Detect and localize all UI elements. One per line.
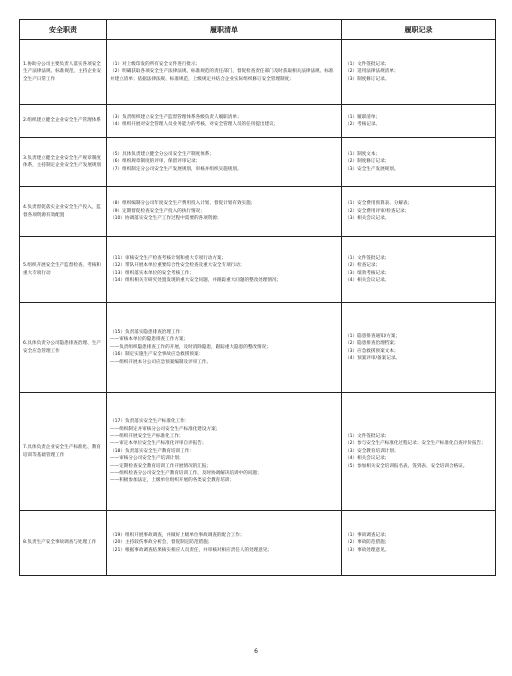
duty-list-item: （11）审核安全生产检查考核计划和重大专项行动方案； — [110, 255, 227, 261]
header-records: 履职记录 — [342, 20, 496, 40]
record-item: （4）相关会议记录； — [345, 456, 390, 462]
header-list: 履职清单 — [107, 20, 342, 40]
record-cell — [342, 511, 496, 576]
record-item: （2）参与安全生产标准化过程记录；安全生产标准化自查评价报告； — [345, 441, 486, 447]
duty-list-item: ——定期检查安全教育培训工作开展情况的汇报； — [110, 463, 212, 469]
duty-list-item: （3）负责组织建立安全生产监督管理体系各级负责人履职清单； — [110, 114, 242, 120]
duty-list-item: （13）组织落实本单位的安全考核工作； — [110, 270, 194, 276]
duty-cell: 2.组织建立健全企业安全生产管理体系 — [20, 105, 107, 138]
duty-list-item: （4）组织开展对安全管理人员业务能力的考核，对安全管理人员的任用提出建议； — [110, 122, 279, 127]
duty-list-item: ——审定本单位安全生产标准化评审自评报告； — [110, 441, 207, 447]
duty-list-item: （15）负责落实隐患排查治理工作： — [110, 329, 185, 335]
record-item: （3）应急救援预案文本； — [345, 348, 399, 354]
record-cell — [342, 393, 496, 511]
duty-cell: 4.负责督促落实企业安全生产投入，监督各项资源有效配置 — [20, 187, 107, 237]
record-cell — [342, 303, 496, 393]
record-item: （2）适用法律法规清单； — [345, 69, 399, 75]
duty-list-cell — [107, 393, 342, 511]
record-item: （3）事故处理意见。 — [345, 547, 390, 553]
duty-cell: 7.具体负责企业安全生产标准化、教育培训等基础管理工作 — [20, 393, 107, 511]
record-cell — [342, 138, 496, 187]
table-row — [20, 303, 496, 393]
duty-list-item: （14）组织相关专研究处置发现的重大安全问题，并跟踪重大问题的整改处理情况； — [110, 277, 282, 283]
duty-list-cell — [107, 40, 342, 105]
duty-list-cell — [107, 511, 342, 576]
duty-list-item: ——负责组织隐患排查工作的开展，及时消除隐患，跟踪重大隐患的整改情况； — [110, 344, 271, 350]
table-row — [20, 40, 496, 105]
duty-list-item: ——积极参加法定，上级单位组织开展的各类安全教育培训； — [110, 478, 235, 484]
duty-list-item: （10）协调落实安全生产工作过程中需要的各项资源； — [110, 216, 222, 222]
record-item: （1）文件签批记录； — [345, 61, 390, 67]
duty-list-item: （20）主持较伤事故分析会，督促制定防范措施； — [110, 540, 213, 546]
duty-list-item: （6）组织规章制度的评审，保留评审记录； — [110, 159, 201, 165]
duty-list-item: （9）定期督促检查安全生产投入的执行情况； — [110, 208, 205, 214]
duty-list-item: （7）组织制定分公司安全生产发展规划，审核并组织实施规划。 — [110, 166, 242, 172]
record-item: （4）相关会议记录。 — [345, 277, 390, 283]
table-row — [20, 105, 496, 138]
duty-table — [19, 19, 496, 576]
record-item: （1）制度文本； — [345, 151, 381, 157]
duty-cell: 5.组织开展安全生产监督检查、考核和重大专项行动 — [20, 237, 107, 303]
table-row — [20, 511, 496, 576]
record-item: （2）安全费用评审/检查记录； — [345, 208, 410, 214]
table-row — [20, 138, 496, 187]
duty-list-item: ——组织制定并审核分公司安全生产标准化建设方案； — [110, 426, 221, 432]
duty-list-item: （1）对上级印发的所有安全文件进行批示； — [110, 61, 201, 67]
duty-cell: 3.负责建立健全企业安全生产规章制度体系，主持制定企业安全生产发展规划 — [20, 138, 107, 187]
duty-list-item: ——组织开展安全生产标准化工作； — [110, 433, 184, 439]
duty-list-item: （2）明确获取各项安全生产法律法规、标准规范的责任部门，督促检查责任部门及时获取相关法律法规、标准并建立清单；依据法律法规、标准规范，上级规定并结合企业实际组织修订安全管理制度； — [110, 69, 334, 82]
record-item: （3）相关会议记录。 — [345, 216, 390, 222]
duty-list-item: ——审核分公司安全生产培训计划； — [110, 456, 184, 462]
record-item: （3）绩效考核记录； — [345, 270, 390, 276]
record-item: （3）安全生产发展规划。 — [345, 166, 399, 172]
duty-list-cell — [107, 138, 342, 187]
record-cell — [342, 187, 496, 237]
duty-list-cell — [107, 303, 342, 393]
duty-cell: 8.负责生产安全事故调查与处理工作 — [20, 511, 107, 576]
record-item: （1）隐患排查通知/方案； — [345, 333, 401, 339]
record-cell — [342, 40, 496, 105]
duty-list-item: （21）根据事故调查结果核实相应人员责任，并审核对相应责任人的处理意见； — [110, 547, 273, 553]
record-item: （5）参加相关安全培训报名表、签到表、安全培训合格证。 — [345, 463, 468, 469]
record-item: （3）制度修订记录。 — [345, 76, 390, 82]
record-cell — [342, 237, 496, 303]
record-item: （2）隐患排查治理档案； — [345, 341, 399, 347]
record-item: （2）制度修订记录； — [345, 159, 390, 165]
record-item: （2）事故防范措施； — [345, 540, 390, 546]
duty-list-item: （19）组织开展事故调查，并做好上级单位事故调查的配合工作； — [110, 532, 245, 538]
record-item: （1）文件签批记录； — [345, 433, 390, 439]
table-row — [20, 393, 496, 511]
duty-list-item: （17）负责落实安全生产标准化工作： — [110, 419, 190, 425]
record-item: （1）事故调查记录； — [345, 532, 390, 538]
page-number: 6 — [254, 648, 258, 655]
record-cell — [342, 105, 496, 138]
table-body — [20, 40, 496, 576]
table-row — [20, 237, 496, 303]
record-item: （3）安全教育培训计划； — [345, 448, 399, 454]
duty-list-item: ——组织检查分公司安全生产教育培训工作，及时协调解决培训中的问题； — [110, 471, 262, 477]
header-duty: 安全职责 — [20, 20, 107, 40]
record-item: （1）文件签批记录； — [345, 255, 390, 261]
duty-list-item: （5）具体负责建立健全分公司安全生产制度体系； — [110, 151, 214, 157]
duty-list-item: ——审核本单位的隐患排查工作方案； — [110, 337, 189, 343]
record-item: （1）履职清单； — [345, 114, 381, 120]
duty-list-item: （12）带队开展本单位重要综合性安全检查及重大安全专项行动； — [110, 263, 245, 269]
duty-list-cell — [107, 105, 342, 138]
duty-list-item: （8）组织编制分公司年度安全生产费用投入计划，督促计划有效实施； — [110, 201, 256, 207]
table-row — [20, 187, 496, 237]
duty-list-cell — [107, 237, 342, 303]
record-item: （2）检查记录； — [345, 263, 381, 269]
record-item: （2）考核记录。 — [345, 122, 381, 127]
duty-list-item: ——组织开展本分公司应急预案编制及评审工作。 — [110, 359, 212, 365]
duty-cell: 1.协助分公司主要负责人落实各项安全生产法律法规、标准规范，主持企业安全生产日常工作 — [20, 40, 107, 105]
duty-list-item: （18）负责落实安全生产教育培训工作： — [110, 448, 194, 454]
table-header-row — [20, 20, 496, 40]
duty-list-cell — [107, 187, 342, 237]
record-item: （4）预案评审/备案记录。 — [345, 355, 401, 361]
duty-list-item: （16）制定实施生产安全事故应急救援预案： — [110, 352, 204, 358]
record-item: （1）安全费用预算表、分解表； — [345, 201, 413, 207]
duty-cell: 6.具体负责分公司隐患排查治理、生产安全应急管理工作 — [20, 303, 107, 393]
